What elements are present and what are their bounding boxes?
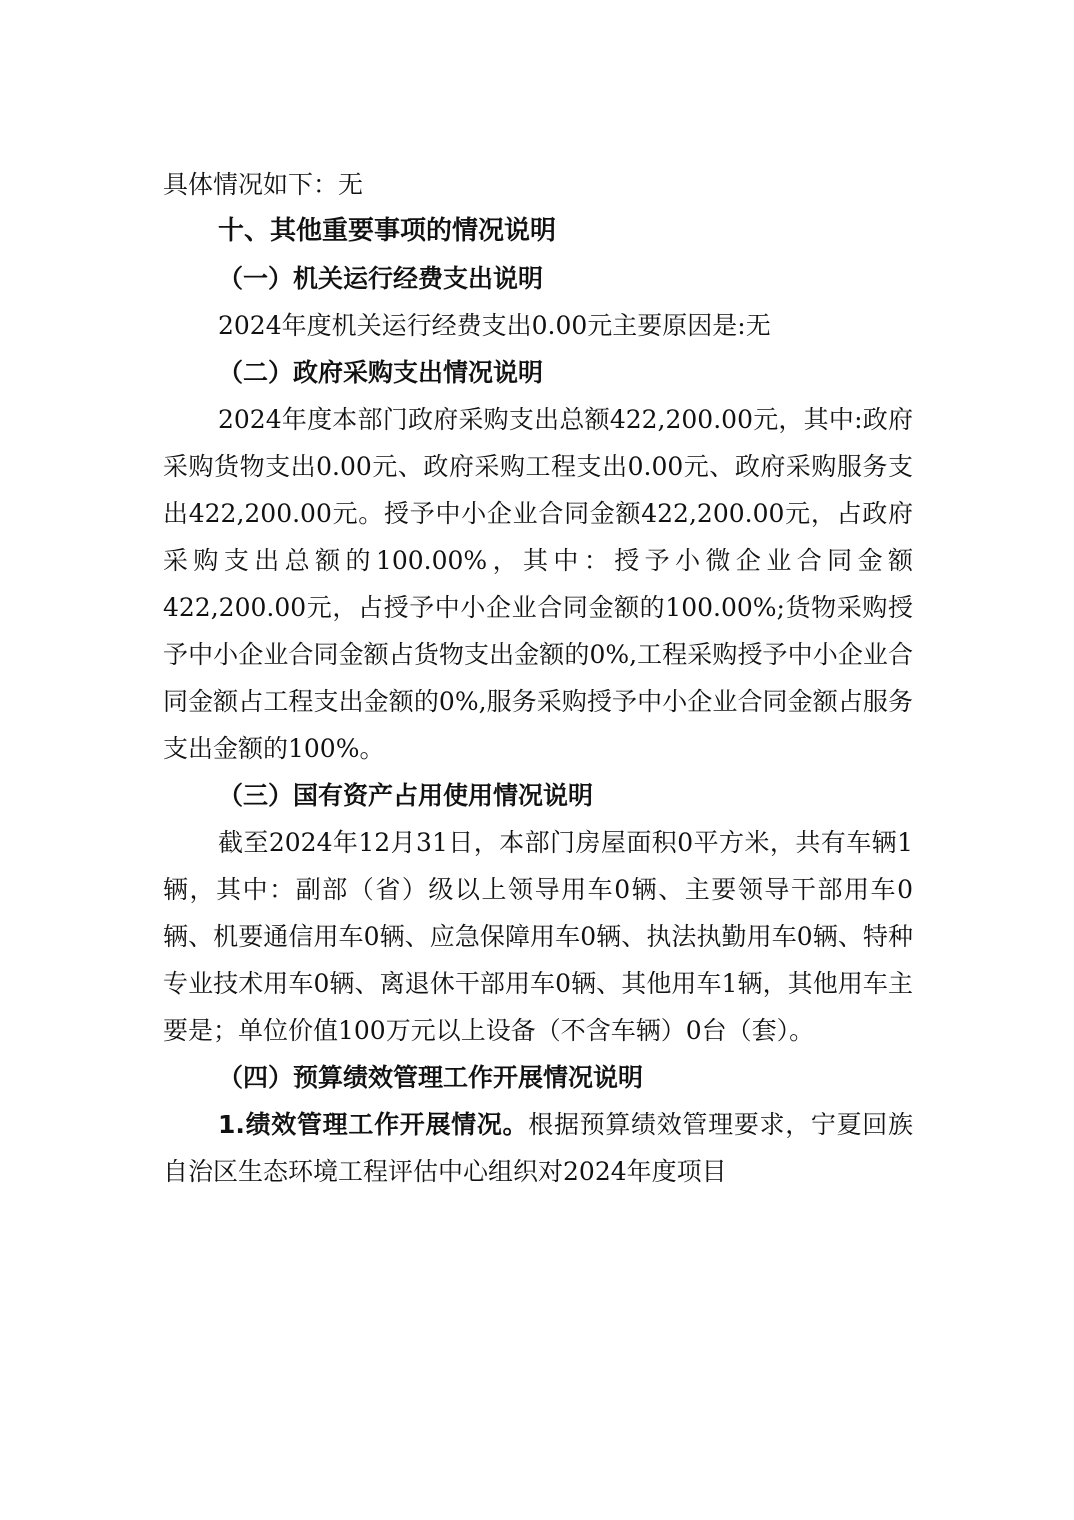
performance-item-lead: 1.绩效管理工作开展情况。	[218, 1110, 529, 1139]
document-page	[163, 161, 913, 1195]
state-assets-text: 截至2024年12月31日，本部门房屋面积0平方米，共有车辆1辆，其中：副部（省）级以上领导用车0辆、主要领导干部用车0辆、机要通信用车0辆、应急保障用车0辆、执法执勤用车0辆、特种专业技术用车0辆、离退休干部用车0辆、其他用车1辆，其他用车主要是；单位价值100万元以上设备（不含车辆）0台（套）。	[163, 828, 913, 1045]
section-ten-heading: 十、其他重要事项的情况说明	[218, 216, 557, 246]
state-assets-heading: （三）国有资产占用使用情况说明	[218, 781, 594, 810]
operating-expenses-text: 2024年度机关运行经费支出0.00元主要原因是:无	[218, 311, 771, 340]
operating-expenses-heading: （一）机关运行经费支出说明	[218, 264, 544, 293]
performance-management-text	[163, 1101, 913, 1195]
performance-item-text: 根据预算绩效管理要求，宁夏回族自治区生态环境工程评估中心组织对2024年度项目	[163, 1110, 913, 1186]
procurement-heading: （二）政府采购支出情况说明	[218, 358, 544, 387]
intro-line: 具体情况如下：无	[163, 170, 364, 199]
procurement-text: 2024年度本部门政府采购支出总额422,200.00元，其中:政府采购货物支出0.00元、政府采购工程支出0.00元、政府采购服务支出422,200.00元。授予中小企业合同金额422,200.00元，占政府采购支出总额的100.00%，其中：授予小微企业合同金额422,200.00元，占授予中小企业合同金额的100.00%;货物采购授予中小企业合同金额占货物支出金额的0%,工程采购授予中小企业合同金额占工程支出金额的0%,服务采购授予中小企业合同金额占服务支出金额的100%。	[163, 405, 913, 763]
performance-management-heading: （四）预算绩效管理工作开展情况说明	[218, 1063, 644, 1092]
